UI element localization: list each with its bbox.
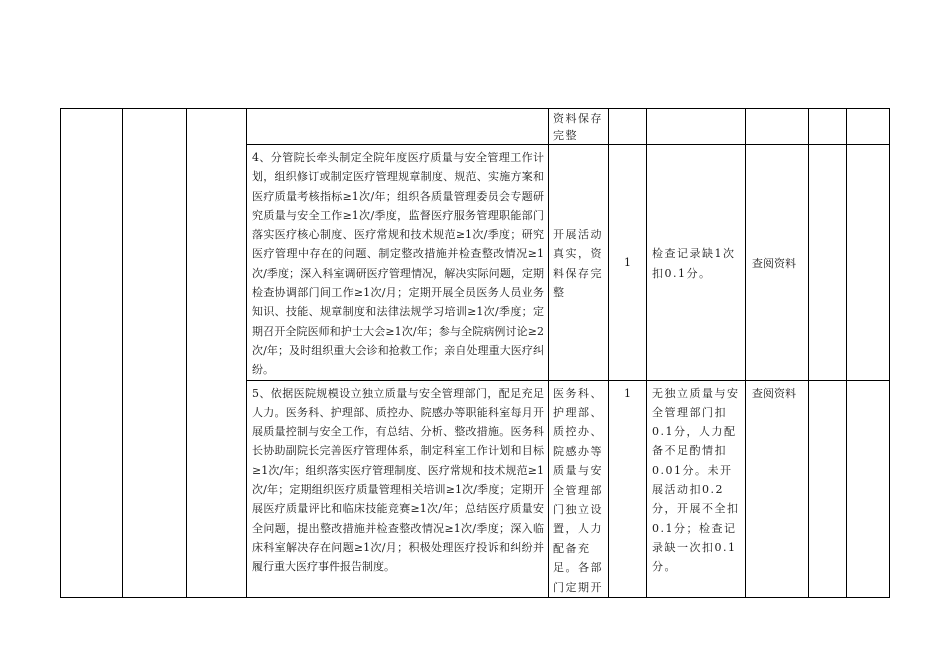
standard-text: 开展活动真实，资料保存完整 xyxy=(553,228,603,300)
self-score-cell xyxy=(809,380,847,597)
method-cell xyxy=(746,109,809,145)
method-cell xyxy=(746,145,809,381)
requirement-cell xyxy=(247,380,549,597)
deduction-text xyxy=(647,109,745,112)
score-cell xyxy=(609,380,647,597)
deduction-cell xyxy=(647,380,746,597)
requirement-text xyxy=(247,109,548,112)
item-cell xyxy=(187,109,247,598)
method-text: 查阅资料 xyxy=(752,386,796,400)
requirement-cell xyxy=(247,109,549,145)
deduction-cell xyxy=(647,145,746,381)
method-cell xyxy=(746,380,809,597)
score-text: 1 xyxy=(624,255,631,269)
standard-text: 资料保存完整 xyxy=(553,112,603,142)
score-text: 1 xyxy=(624,386,631,400)
remark-cell xyxy=(847,145,890,381)
category-cell xyxy=(61,109,123,598)
deduction-text: 检查记录缺1次扣0.1分。 xyxy=(652,247,736,280)
self-score-cell xyxy=(809,109,847,145)
subcategory-cell xyxy=(123,109,187,598)
standard-cell xyxy=(549,109,609,145)
method-text: 查阅资料 xyxy=(752,257,796,271)
deduction-cell xyxy=(647,109,746,145)
score-cell xyxy=(609,145,647,381)
table-row xyxy=(61,109,890,145)
score-cell xyxy=(609,109,647,145)
evaluation-table xyxy=(60,108,890,598)
method-text xyxy=(746,109,808,112)
deduction-text: 无独立质量与安全管理部门扣0.1分，人力配备不足酌情扣0.01分。未开展活动扣0.2分，开展不全扣0.1分；检查记录缺一次扣0.1分。 xyxy=(652,386,740,574)
standard-cell xyxy=(549,145,609,381)
standard-cell xyxy=(549,380,609,597)
remark-cell xyxy=(847,109,890,145)
requirement-cell xyxy=(247,145,549,381)
self-score-cell xyxy=(809,145,847,381)
standard-text: 医务科、护理部、质控办、院感办等质量与安全管理部门独立设置，人力配备充足。各部门定期开 xyxy=(553,386,603,594)
requirement-text: 4、分管院长牵头制定全院年度医疗质量与安全管理工作计划，组织修订或制定医疗管理规章制度、规范、实施方案和医疗质量考核指标≥1次/年；组织各质量管理委员会专题研究质量与安全工作≥1次/季度，监督医疗服务管理职能部门落实医疗核心制度、医疗常规和技术规范≥1次/季度；研究医疗管理中存在的问题、制定整改措施并检查整改情况≥1次/季度；深入科室调研医疗管理情况，解决实际问题，定期检查协调部门间工作≥1次/月；定期开展全员医务人员业务知识、技能、规章制度和法律法规学习培训≥1次/季度；定期召开全院医师和护士大会≥1次/年；参与全院病例讨论≥2次/年；及时组织重大会诊和抢救工作；亲自处理重大医疗纠纷。 xyxy=(252,151,544,377)
requirement-text: 5、依据医院规模设立独立质量与安全管理部门，配足充足人力。医务科、护理部、质控办、院感办等职能科室每月开展质量控制与安全工作，有总结、分析、整改措施。医务科长协助副院长完善医疗管理体系，制定科室工作计划和目标≥1次/年；组织落实医疗管理制度、医疗常规和技术规范≥1次/年；定期组织医疗质量管理相关培训≥1次/季度；定期开展医疗质量评比和临床技能竞赛≥1次/年；总结医疗质量安全问题，提出整改措施并检查整改情况≥1次/季度；深入临床科室解决存在问题≥1次/月；积极处理医疗投诉和纠纷并履行重大医疗事件报告制度。 xyxy=(252,386,544,574)
remark-cell xyxy=(847,380,890,597)
